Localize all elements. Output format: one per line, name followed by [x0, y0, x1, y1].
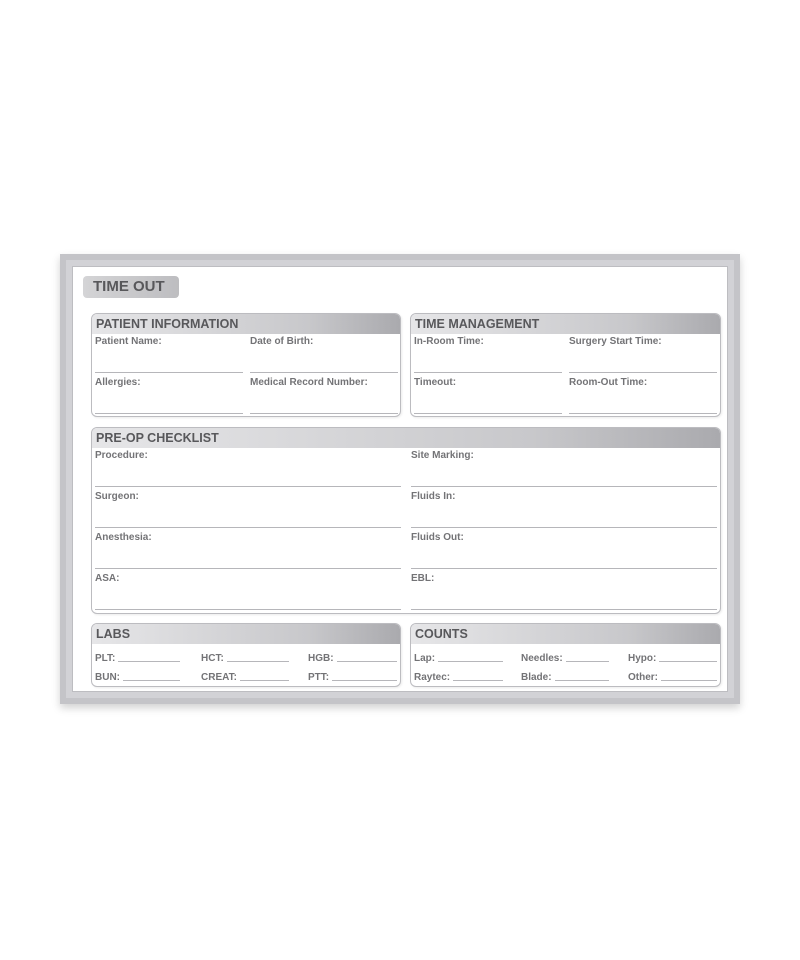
labs-header: LABS [92, 624, 400, 644]
whiteboard-frame [60, 254, 740, 704]
patient-name-label: Patient Name: [95, 336, 162, 347]
plt-field[interactable] [95, 650, 180, 664]
blade-label: Blade: [521, 672, 552, 683]
site-marking-line [411, 486, 717, 487]
hct-blank [227, 660, 289, 662]
blade-field[interactable] [521, 669, 609, 683]
patient-name-line [95, 372, 243, 373]
asa-label: ASA: [95, 573, 120, 584]
allergies-line [95, 413, 243, 414]
timeout-field[interactable] [414, 377, 562, 414]
fluids-out-line [411, 568, 717, 569]
plt-label: PLT: [95, 653, 116, 664]
procedure-label: Procedure: [95, 450, 148, 461]
ptt-label: PTT: [308, 672, 330, 683]
lap-label: Lap: [414, 653, 436, 664]
surgery-start-time-line [569, 372, 717, 373]
in-room-time-field[interactable] [414, 336, 562, 373]
creat-blank [240, 679, 289, 681]
asa-field[interactable] [95, 573, 401, 610]
pre-op-checklist-header: PRE-OP CHECKLIST [92, 428, 720, 448]
lap-blank [438, 660, 503, 662]
surgeon-label: Surgeon: [95, 491, 139, 502]
lap-field[interactable] [414, 650, 503, 664]
room-out-time-label: Room-Out Time: [569, 377, 648, 388]
board-title: TIME OUT [83, 276, 179, 298]
site-marking-field[interactable] [411, 450, 717, 487]
time-management-section [410, 313, 721, 417]
date-of-birth-line [250, 372, 398, 373]
hct-field[interactable] [201, 650, 289, 664]
other-field[interactable] [628, 669, 717, 683]
anesthesia-field[interactable] [95, 532, 401, 569]
allergies-field[interactable] [95, 377, 243, 414]
surgery-start-time-label: Surgery Start Time: [569, 336, 662, 347]
timeout-line [414, 413, 562, 414]
patient-name-field[interactable] [95, 336, 243, 373]
procedure-field[interactable] [95, 450, 401, 487]
ebl-line [411, 609, 717, 610]
asa-line [95, 609, 401, 610]
surgery-start-time-field[interactable] [569, 336, 717, 373]
hgb-blank [337, 660, 397, 662]
hct-label: HCT: [201, 653, 224, 664]
surgeon-field[interactable] [95, 491, 401, 528]
medical-record-number-line [250, 413, 398, 414]
anesthesia-label: Anesthesia: [95, 532, 152, 543]
creat-label: CREAT: [201, 672, 237, 683]
surgeon-line [95, 527, 401, 528]
other-blank [661, 679, 717, 681]
creat-field[interactable] [201, 669, 289, 683]
procedure-line [95, 486, 401, 487]
date-of-birth-field[interactable] [250, 336, 398, 373]
whiteboard [72, 266, 728, 692]
patient-information-header: PATIENT INFORMATION [92, 314, 400, 334]
hypo-label: Hypo: [628, 653, 657, 664]
room-out-time-line [569, 413, 717, 414]
ptt-blank [332, 679, 397, 681]
timeout-label: Timeout: [414, 377, 457, 388]
bun-label: BUN: [95, 672, 120, 683]
medical-record-number-field[interactable] [250, 377, 398, 414]
pre-op-checklist-section [91, 427, 721, 614]
ebl-label: EBL: [411, 573, 435, 584]
needles-blank [566, 660, 609, 662]
in-room-time-label: In-Room Time: [414, 336, 484, 347]
needles-label: Needles: [521, 653, 563, 664]
anesthesia-line [95, 568, 401, 569]
labs-section [91, 623, 401, 687]
hypo-blank [659, 660, 717, 662]
in-room-time-line [414, 372, 562, 373]
raytec-label: Raytec: [414, 672, 451, 683]
ebl-field[interactable] [411, 573, 717, 610]
time-management-header: TIME MANAGEMENT [411, 314, 720, 334]
fluids-out-field[interactable] [411, 532, 717, 569]
counts-header: COUNTS [411, 624, 720, 644]
hgb-label: HGB: [308, 653, 334, 664]
raytec-field[interactable] [414, 669, 503, 683]
site-marking-label: Site Marking: [411, 450, 474, 461]
other-label: Other: [628, 672, 658, 683]
date-of-birth-label: Date of Birth: [250, 336, 314, 347]
hypo-field[interactable] [628, 650, 717, 664]
fluids-in-label: Fluids In: [411, 491, 456, 502]
raytec-blank [453, 679, 503, 681]
hgb-field[interactable] [308, 650, 397, 664]
plt-blank [118, 660, 180, 662]
blade-blank [555, 679, 609, 681]
room-out-time-field[interactable] [569, 377, 717, 414]
allergies-label: Allergies: [95, 377, 141, 388]
fluids-in-line [411, 527, 717, 528]
bun-blank [123, 679, 180, 681]
fluids-in-field[interactable] [411, 491, 717, 528]
ptt-field[interactable] [308, 669, 397, 683]
medical-record-number-label: Medical Record Number: [250, 377, 368, 388]
fluids-out-label: Fluids Out: [411, 532, 464, 543]
bun-field[interactable] [95, 669, 180, 683]
needles-field[interactable] [521, 650, 609, 664]
counts-section [410, 623, 721, 687]
patient-information-section [91, 313, 401, 417]
